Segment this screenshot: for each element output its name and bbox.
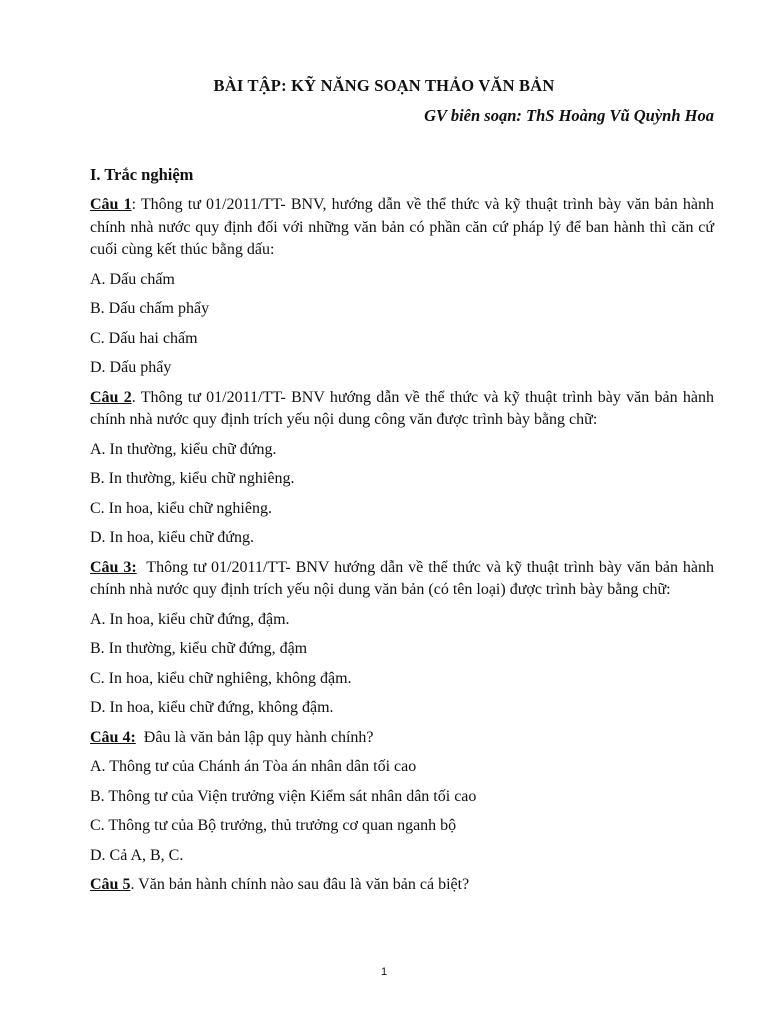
question-2-option-c: C. In hoa, kiểu chữ nghiêng. [90, 499, 272, 517]
question-5 [90, 874, 714, 897]
document-body [90, 164, 714, 904]
question-1-option-c: C. Dấu hai chấm [90, 329, 198, 347]
question-2-option-b: B. In thường, kiểu chữ nghiêng. [90, 470, 295, 487]
question-label: Câu 2 [90, 388, 132, 406]
document-title: BÀI TẬP: KỸ NĂNG SOẠN THẢO VĂN BẢN [213, 76, 555, 95]
question-2-option-a: A. In thường, kiểu chữ đứng. [90, 440, 277, 458]
question-text: Thông tư 01/2011/TT- BNV hướng dẫn về thể thức và kỹ thuật trình bày văn bản hành chính nhà nước quy định trích yếu nội dung văn bản (có tên loại) được trình bày bằng chữ: [90, 558, 715, 598]
question-text: Thông tư 01/2011/TT- BNV hướng dẫn về thể thức và kỹ thuật trình bày văn bản hành chính nhà nước quy định trích yếu nội dung công văn được trình bày bằng chữ: [90, 388, 714, 428]
question-label: Câu 3: [90, 558, 137, 576]
question-3-option-d: D. In hoa, kiểu chữ đứng, không đậm. [90, 699, 334, 716]
question-text: Đâu là văn bản lập quy hành chính? [143, 728, 374, 746]
question-3-option-a: A. In hoa, kiểu chữ đứng, đậm. [90, 610, 290, 628]
section-heading: I. Trắc nghiệm [90, 165, 194, 184]
question-3-option-c: C. In hoa, kiểu chữ nghiêng, không đậm. [90, 669, 352, 687]
question-separator: . [130, 876, 139, 893]
question-1-option-b: B. Dấu chấm phẩy [90, 300, 210, 317]
page-number: 1 [380, 966, 388, 978]
question-separator: . [131, 388, 141, 406]
question-3-option-b: B. In thường, kiểu chữ đứng, đậm [90, 640, 308, 657]
question-label: Câu 5 [90, 876, 131, 893]
question-4-option-d: D. Cả A, B, C. [90, 846, 184, 864]
question-1-option-d: D. Dấu phẩy [90, 359, 172, 376]
question-4-option-c: C. Thông tư của Bộ trưởng, thủ trưởng cơ quan nganh bộ [90, 817, 457, 834]
question-4-option-b: B. Thông tư của Viện trưởng viện Kiểm sát nhân dân tối cao [90, 787, 477, 805]
question-2-option-d: D. In hoa, kiểu chữ đứng. [90, 529, 254, 546]
question-1 [90, 194, 714, 262]
question-separator [137, 559, 147, 576]
question-separator [136, 729, 144, 746]
question-2 [90, 387, 714, 432]
document-author: GV biên soạn: ThS Hoàng Vũ Quỳnh Hoa [424, 106, 714, 125]
question-1-option-a: A. Dấu chấm [90, 270, 175, 288]
question-label: Câu 1 [90, 196, 132, 213]
question-3 [90, 557, 714, 602]
question-label: Câu 4: [90, 728, 136, 746]
question-separator: : [131, 196, 141, 213]
question-text: Thông tư 01/2011/TT- BNV, hướng dẫn về thể thức và kỹ thuật trình bày văn bản hành chính nhà nước quy định đối với những văn bản có phần căn cứ pháp lý để ban hành thì căn cứ cuối cùng kết thúc bằng dấu: [90, 196, 714, 258]
question-text: Văn bản hành chính nào sau đâu là văn bản cá biệt? [138, 876, 470, 893]
question-4 [90, 727, 714, 750]
question-4-option-a: A. Thông tư của Chánh án Tòa án nhân dân tối cao [90, 758, 417, 775]
